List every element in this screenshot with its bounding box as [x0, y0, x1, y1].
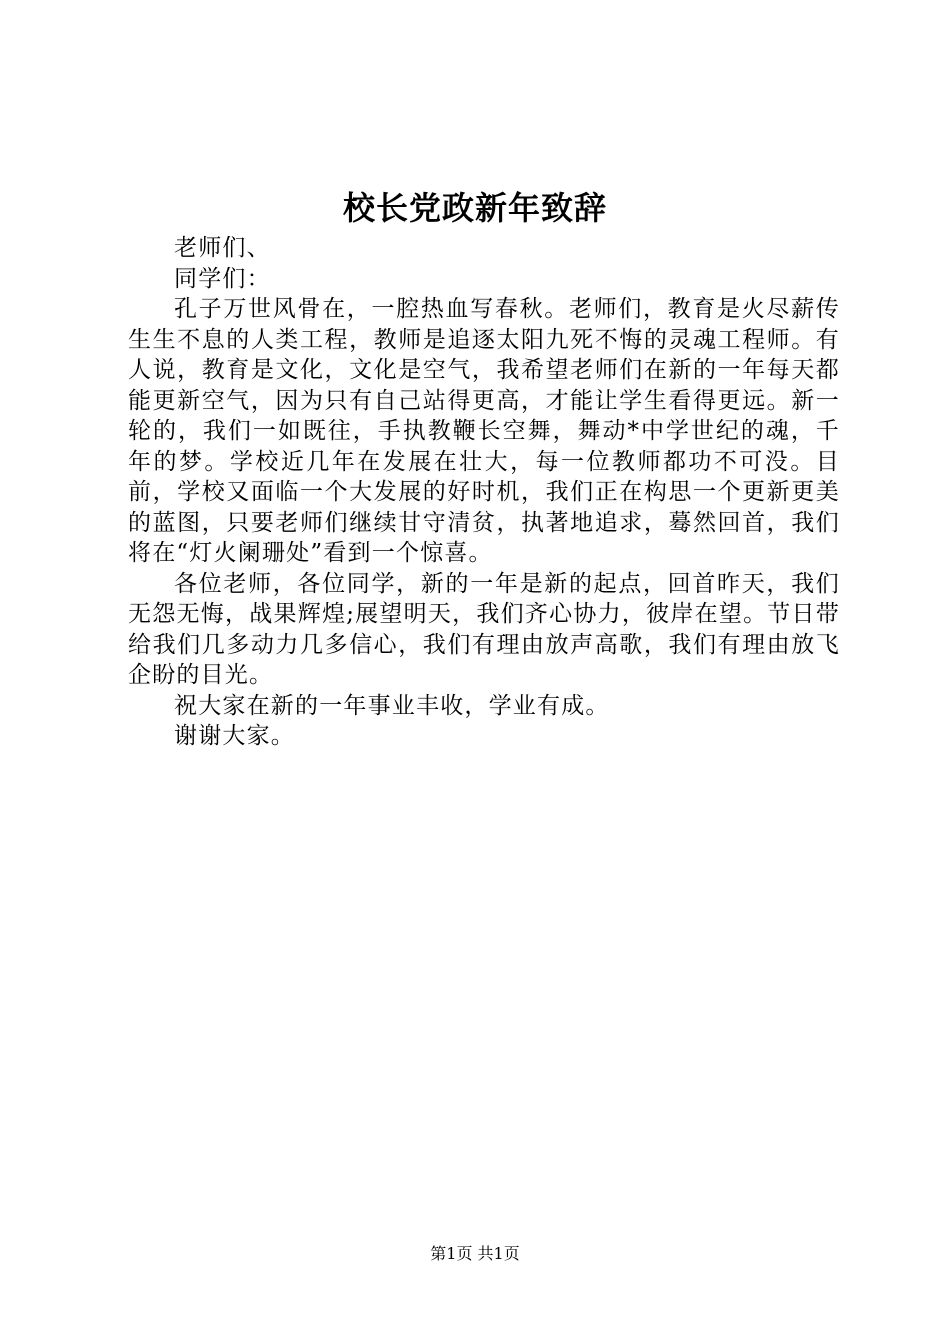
- body-paragraph: 各位老师，各位同学，新的一年是新的起点，回首昨天，我们无怨无悔，战果辉煌;展望明天，我们齐心协力，彼岸在望。节日带给我们几多动力几多信心，我们有理由放声高歌，我们有理由放飞企盼的目光。: [128, 570, 840, 688]
- closing-wish: 祝大家在新的一年事业丰收，学业有成。: [174, 692, 610, 719]
- salutation-teachers: 老师们、: [174, 235, 271, 261]
- closing-thanks: 谢谢大家。: [174, 723, 295, 749]
- document-title: 校长党政新年致辞: [342, 189, 607, 227]
- page-number-footer: 第1页 共1页: [430, 1244, 520, 1263]
- document-body: [128, 233, 840, 752]
- salutation-students: 同学们：: [174, 265, 271, 292]
- body-paragraph: 孔子万世风骨在，一腔热血写春秋。老师们，教育是火尽薪传生生不息的人类工程，教师是追逐太阳九死不悔的灵魂工程师。有人说，教育是文化，文化是空气，我希望老师们在新的一年每天都能更新空气，因为只有自己站得更高，才能让学生看得更远。新一轮的，我们一如既往，手执教鞭长空舞，舞动*中学世纪的魂，千年的梦。学校近几年在发展在壮大，每一位教师都功不可没。目前，学校又面临一个大发展的好时机，我们正在构思一个更新更美的蓝图，只要老师们继续甘守清贫，执著地追求，蓦然回首，我们将在“灯火阑珊处”看到一个惊喜。: [128, 296, 840, 566]
